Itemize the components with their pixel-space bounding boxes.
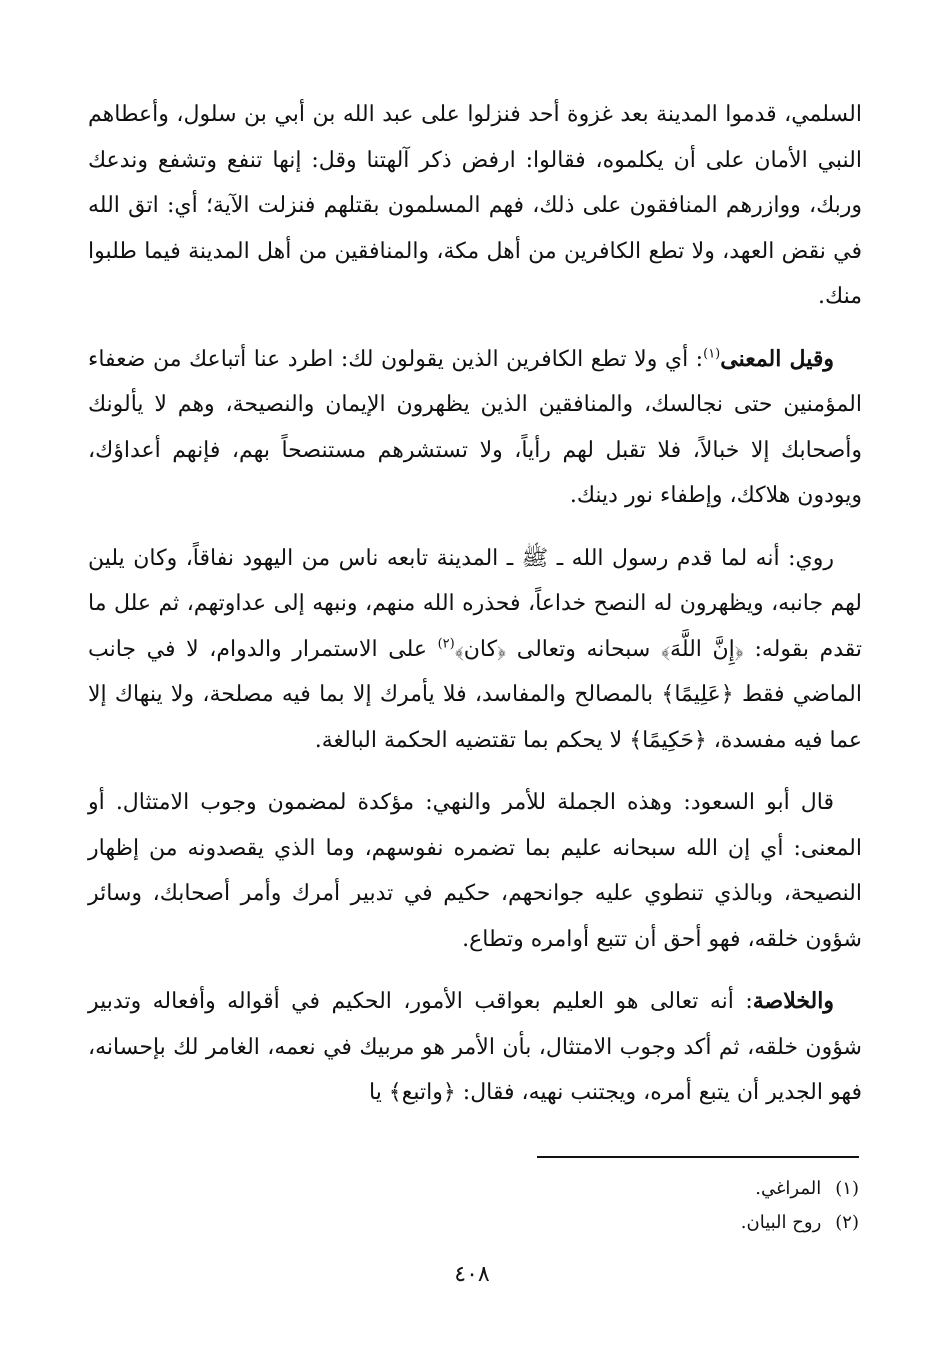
footnote-divider (537, 1156, 859, 1158)
paragraph-5-lead: والخلاصة (752, 988, 834, 1014)
paragraph-5 (88, 979, 862, 1116)
paragraph-3 (88, 536, 862, 764)
footnote-ref-1: (١) (703, 346, 721, 362)
footnote-1 (339, 1172, 859, 1206)
footnote-1-text: المراغي. (755, 1178, 822, 1199)
footnote-ref-2: (٢) (437, 636, 455, 652)
page-number: ٤٠٨ (454, 1262, 490, 1287)
paragraph-5-text: : أنه تعالى هو العليم بعواقب الأمور، الحكيم في أقواله وأفعاله وتدبير شؤون خلقه، ثم أكد وجوب الامتثال، بأن الأمر هو مربيك في نعمه، الغامر لك بإحسانه، فهو الجدير أن يتبع أمره، ويجتنب نهيه، فقال: ﴿واتبع﴾ يا (88, 989, 862, 1105)
footnote-1-number: (١) (835, 1178, 859, 1199)
paragraph-3-text-a: روي: أنه لما قدم رسول الله ـ ﷺ ـ المدينة تابعه ناس من اليهود نفاقاً، وكان يلين لهم جانبه، ويظهرون له النصح خداعاً، فحذره الله منهم، ونبهه إلى عداوتهم، ثم علل ما تقدم بقوله: ﴿إِنَّ اللَّهَ﴾ سبحانه وتعالى ﴿كان﴾ (88, 545, 862, 662)
paragraph-2 (88, 337, 862, 519)
paragraph-4-text: قال أبو السعود: وهذه الجملة للأمر والنهي: مؤكدة لمضمون وجوب الامتثال. أو المعنى: أي إن الله سبحانه عليم بما تضمره نفوسهم، وما الذي يقصدونه من إظهار النصيحة، وبالذي تنطوي عليه جوانحهم، حكيم في تدبير أمرك وأمر أصحابك، وسائر شؤون خلقه، فهو أحق أن تتبع أوامره وتطاع. (88, 790, 862, 952)
paragraph-2-text: : أي ولا تطع الكافرين الذين يقولون لك: اطرد عنا أتباعك من ضعفاء المؤمنين حتى نجالسك، والمنافقين الذين يظهرون الإيمان والنصيحة، وهم لا يألونك وأصحابك إلا خبالاً، فلا تقبل لهم رأياً، ولا تستشرهم مستنصحاً بهم، فإنهم أعداؤك، ويودون هلاكك، وإطفاء نور دينك. (88, 346, 862, 508)
paragraph-3-text-b: على الاستمرار والدوام، لا في جانب الماضي فقط ﴿عَلِيمًا﴾ بالمصالح والمفاسد، فلا يأمرك إلا بما فيه مصلحة، ولا ينهاك إلا عما فيه مفسدة، ﴿حَكِيمًا﴾ لا يحكم بما تقتضيه الحكمة البالغة. (88, 636, 862, 753)
paragraph-1-text: السلمي، قدموا المدينة بعد غزوة أحد فنزلوا على عبد الله بن أبي بن سلول، وأعطاهم النبي الأمان على أن يكلموه، فقالوا: ارفض ذكر آلهتنا وقل: إنها تنفع وتشفع وندعك وربك، ووازرهم المنافقون على ذلك، فهم المسلمون بقتلهم فنزلت الآية؛ أي: اتق الله في نقض العهد، ولا تطع الكافرين من أهل مكة، والمنافقين من أهل المدينة فيما طلبوا منك. (88, 102, 862, 309)
paragraph-4 (88, 780, 862, 962)
paragraph-2-lead: وقيل المعنى (720, 345, 834, 372)
footnotes (339, 1172, 859, 1240)
page-body (88, 92, 862, 1133)
footnote-2-number: (٢) (835, 1212, 859, 1233)
paragraph-1 (88, 92, 862, 320)
footnote-2-text: روح البيان. (740, 1212, 822, 1233)
footnote-2 (339, 1206, 859, 1240)
